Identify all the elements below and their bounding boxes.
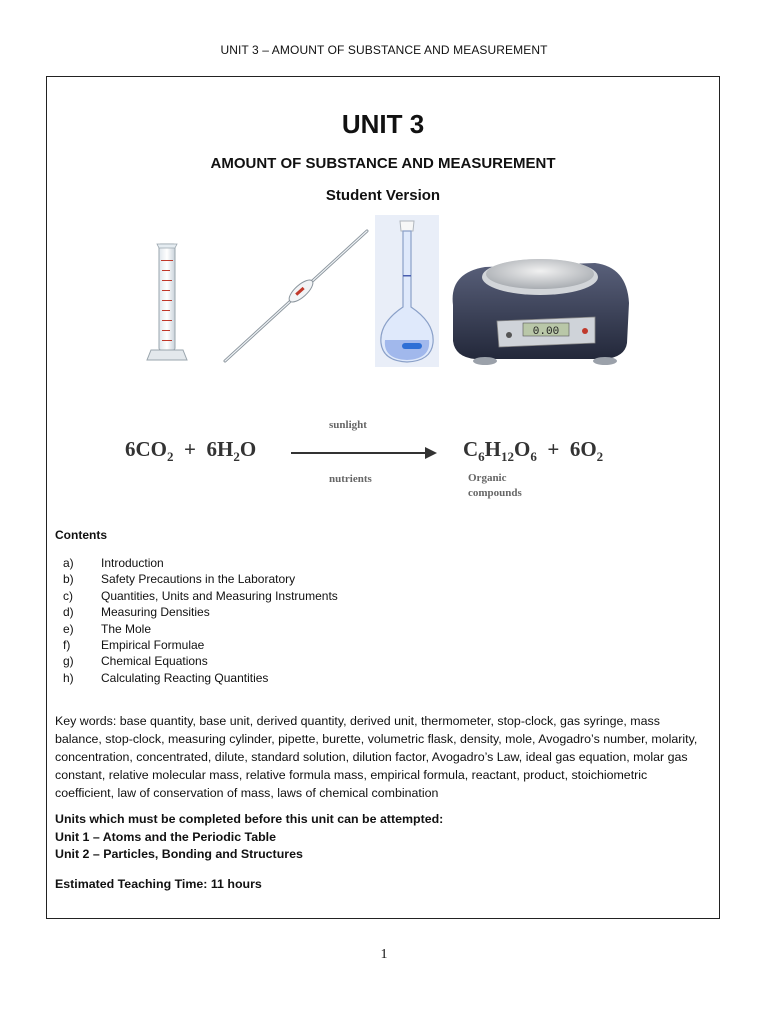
balance-image xyxy=(445,245,635,367)
prerequisites-intro: Units which must be completed before this unit can be attempted: xyxy=(55,812,444,826)
product-label: Organic compounds xyxy=(468,472,522,499)
contents-title: Contents xyxy=(55,528,107,542)
contents-item: b) Safety Precautions in the Laboratory xyxy=(63,572,296,587)
keywords-paragraph: Key words: base quantity, base unit, derived quantity, derived unit, thermometer, stop-clock, gas syringe, mass balance, stop-clock, measuring cylinder, pipette, burette, volumetric flask, density, mole, Avogadro’s number, molarity, concentration, concentrated, dilute, standard solution, dilution factor, Avogadro’s Law, ideal gas equation, molar gas constant, relative molecular mass, relative formula mass, empirical formula, reactant, product, stoichiometric coefficient, law of conservation of mass, laws of chemical combination xyxy=(55,714,698,800)
prerequisites xyxy=(55,811,443,864)
running-header: UNIT 3 – AMOUNT OF SUBSTANCE AND MEASUREMENT xyxy=(220,43,548,57)
reaction-arrow xyxy=(289,446,439,460)
arrow-label-above: sunlight xyxy=(329,419,367,431)
unit-title: UNIT 3 xyxy=(341,109,425,139)
contents-item: e) The Mole xyxy=(63,621,152,636)
contents-item: h) Calculating Reacting Quantities xyxy=(63,670,269,685)
contents-item: g) Chemical Equations xyxy=(63,654,208,669)
reactants: $6CO_2 + 6H_2O$ xyxy=(125,437,257,465)
balance-display: 0.00 xyxy=(532,326,560,338)
products: $C_6H_{12}O_6 + 6O_2$ xyxy=(463,437,604,465)
cover-frame xyxy=(46,76,720,919)
contents-item: a) Introduction xyxy=(63,556,164,570)
arrow-label-below: nutrients xyxy=(329,473,372,485)
prerequisite-unit: Unit 1 – Atoms and the Periodic Table xyxy=(55,829,277,844)
unit-subtitle: AMOUNT OF SUBSTANCE AND MEASUREMENT xyxy=(210,155,556,172)
contents-list xyxy=(55,555,338,686)
version-label: Student Version xyxy=(325,187,441,204)
photosynthesis-equation xyxy=(117,407,677,507)
pipette-image xyxy=(217,227,377,367)
contents-item: d) Measuring Densities xyxy=(63,605,210,620)
page-number: 1 xyxy=(380,947,388,962)
volumetric-flask-image xyxy=(375,215,439,367)
measuring-cylinder-image xyxy=(145,240,191,365)
contents-item: c) Quantities, Units and Measuring Instruments xyxy=(63,588,338,603)
prerequisite-unit: Unit 2 – Particles, Bonding and Structures xyxy=(55,847,303,861)
contents-item: f) Empirical Formulae xyxy=(63,637,205,652)
teaching-time: Estimated Teaching Time: 11 hours xyxy=(55,877,262,891)
